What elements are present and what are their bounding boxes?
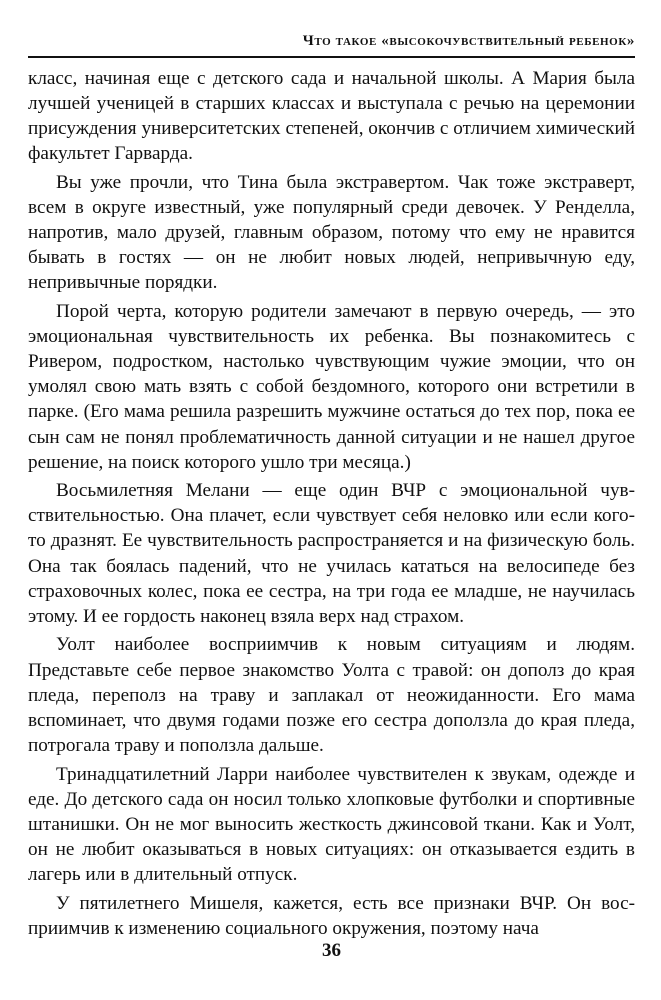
paragraph-6: Тринадцатилетний Ларри наиболее чувствителен к звукам, одежде и еде. До детского сада он носил только хлопковые футболки и спортивные штанишки. Он не мог выносить жесткость джинсовой ткани. Как и Уолт, он не любит оказываться в новых ситуациях: он отказывается ездить в лагерь или в длительный отпуск. <box>28 763 635 885</box>
paragraph-7: У пятилетнего Мишеля, кажется, есть все признаки ВЧР. Он восприимчив к изменению социального окружения, поэтому нача <box>28 892 635 939</box>
paragraph-5: Уолт наиболее восприимчив к новым ситуациям и людям. Представьте себе первое знакомство Уолта с травой: он дополз до края пледа, переполз на траву и заплакал от неожиданности. Его мама вспоминает, что двумя годами позже его сестра доползла до края пледа, потрогала траву и поползла дальше. <box>28 634 635 756</box>
paragraph-4: Восьмилетняя Мелани — еще один ВЧР с эмоциональной чувствительностью. Она плачет, если чувствует себя неловко или если кого-то дразнят. Ее чувствительность распространяется и на физическую боль. Она так боялась падений, что не училась кататься на велосипеде без страховочных колес, пока ее сестра, на три года ее младше, не научилась этому. И ее гордость наконец взяла верх над страхом. <box>28 480 635 627</box>
body-text <box>28 66 635 941</box>
book-page <box>28 0 635 1000</box>
paragraph-1: класс, начиная еще с детского сада и начальной школы. А Мария была лучшей ученицей в старших классах и выступала с речью на церемонии присуждения университетских степеней, окончив с отличием химический факультет Гарварда. <box>28 68 635 165</box>
running-header: Что такое «высокочувствительный ребенок» <box>302 33 635 49</box>
header-rule <box>28 56 635 58</box>
page-number: 36 <box>322 940 341 961</box>
paragraph-2: Вы уже прочли, что Тина была экстравертом. Чак тоже экстраверт, всем в округе известный, уже популярный среди девочек. У Ренделла, напротив, мало друзей, главным образом, потому что ему не нравится бывать в гостях — он не любит новых людей, непривычную еду, непривычные порядки. <box>28 171 635 294</box>
paragraph-3: Порой черта, которую родители замечают в первую очередь, — это эмоциональная чувствительность их ребенка. Вы познакомитесь с Ривером, подростком, настолько чувствующим чужие эмоции, что он умолял свою мать взять с собой бездомного, которого они встретили в парке. (Его мама решила разрешить мужчине остаться до тех пор, пока ее сын сам не понял проблематичность данной ситуации и не нашел другое решение, на поиск которого ушло три месяца.) <box>28 301 635 473</box>
